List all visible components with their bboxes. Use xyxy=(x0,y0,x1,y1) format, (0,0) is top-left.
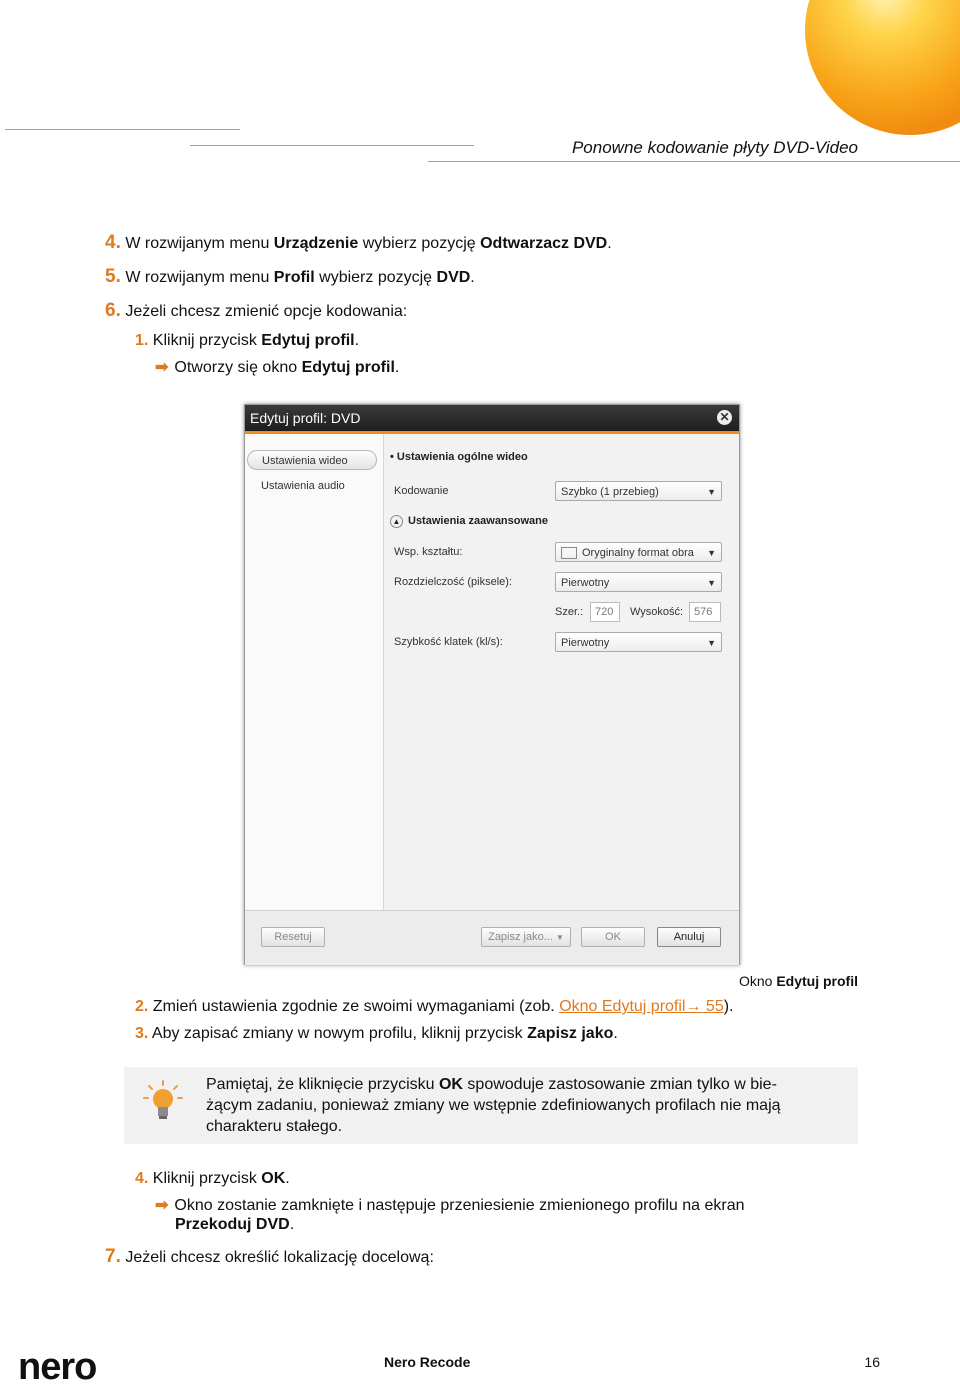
lightbulb-icon xyxy=(143,1080,183,1122)
nav-audio-settings[interactable]: Ustawienia audio xyxy=(261,480,345,492)
substep-1: 1. Kliknij przycisk Edytuj profil. xyxy=(135,332,360,349)
height-label: Wysokość: xyxy=(630,606,684,618)
width-field[interactable]: 720 xyxy=(590,602,620,622)
nav-video-settings[interactable]: Ustawienia wideo xyxy=(247,450,377,470)
encoding-select[interactable]: Szybko (1 przebieg) ▼ xyxy=(555,481,722,501)
width-label: Szer.: xyxy=(555,606,584,618)
edit-profile-dialog xyxy=(244,404,740,965)
dialog-footer xyxy=(245,910,739,965)
framerate-select[interactable]: Pierwotny ▼ xyxy=(555,632,722,652)
substep-2: 2. Zmień ustawienia zgodnie ze swoimi wymaganiami (zob. Okno Edytuj profil→ 55). xyxy=(135,998,734,1015)
nero-logo: nero xyxy=(18,1346,97,1388)
substep-1-result: ➡ Otworzy się okno Edytuj profil. xyxy=(155,359,400,376)
substep-3: 3. Aby zapisać zmiany w nowym profilu, kliknij przycisk Zapisz jako. xyxy=(135,1025,618,1042)
advanced-section[interactable]: ▲ Ustawienia zaawansowane xyxy=(390,515,548,528)
step-4: 4. W rozwijanym menu Urządzenie wybierz pozycję Odtwarzacz DVD. xyxy=(105,232,612,253)
header-rule-1 xyxy=(5,129,240,130)
figure-caption: Okno Edytuj profil xyxy=(738,973,858,989)
substep-4: 4. Kliknij przycisk OK. xyxy=(135,1170,290,1187)
cancel-button[interactable]: Anuluj xyxy=(657,927,721,947)
resolution-label: Rozdzielczość (piksele): xyxy=(394,576,512,588)
close-icon[interactable]: ✕ xyxy=(717,410,732,425)
result-arrow-icon: ➡ xyxy=(155,359,169,376)
ok-button[interactable]: OK xyxy=(581,927,645,947)
framerate-label: Szybkość klatek (kl/s): xyxy=(394,636,503,648)
resolution-select[interactable]: Pierwotny ▼ xyxy=(555,572,722,592)
dialog-main-panel xyxy=(384,434,739,910)
header-title: Ponowne kodowanie płyty DVD-Video xyxy=(571,138,858,157)
dialog-nav-panel xyxy=(245,434,384,910)
header-rule-2 xyxy=(190,145,474,146)
tip-text: Pamiętaj, że kliknięcie przycisku OK spowoduje zastosowanie zmian tylko w bie- żącym zadaniu, ponieważ zmiany we wstępnie zdefiniowanych profilach nie mają charakteru stałego. xyxy=(206,1076,781,1135)
orange-orb-decoration xyxy=(805,0,960,135)
collapse-icon: ▲ xyxy=(390,515,403,528)
dialog-title-bar xyxy=(245,405,739,434)
page-number: 16 xyxy=(864,1354,880,1370)
general-video-section: • Ustawienia ogólne wideo xyxy=(390,451,528,463)
chevron-down-icon: ▼ xyxy=(707,638,716,648)
step-6: 6. Jeżeli chcesz zmienić opcje kodowania: xyxy=(105,300,408,321)
aspect-select[interactable]: Oryginalny format obra ▼ xyxy=(555,542,722,562)
height-field[interactable]: 576 xyxy=(689,602,721,622)
step-7: 7. Jeżeli chcesz określić lokalizację docelową: xyxy=(105,1246,434,1267)
encoding-label: Kodowanie xyxy=(394,485,449,497)
footer-product: Nero Recode xyxy=(384,1354,471,1370)
chevron-down-icon: ▼ xyxy=(555,933,564,942)
header-rule-3 xyxy=(428,161,960,162)
chevron-down-icon: ▼ xyxy=(707,548,716,558)
dialog-title: Edytuj profil: DVD xyxy=(250,410,361,426)
chevron-down-icon: ▼ xyxy=(707,578,716,588)
save-as-button[interactable]: Zapisz jako... ▼ xyxy=(481,927,571,947)
substep-4-result: ➡ Okno zostanie zamknięte i następuje przeniesienie zmienionego profilu na ekran xyxy=(155,1197,745,1214)
reset-button[interactable]: Resetuj xyxy=(261,927,325,947)
substep-4-result-cont: Przekoduj DVD. xyxy=(175,1216,295,1233)
result-arrow-icon: ➡ xyxy=(155,1197,169,1214)
aspect-icon xyxy=(561,547,577,559)
edit-profile-link[interactable]: Okno Edytuj profil→ 55 xyxy=(559,998,724,1015)
aspect-label: Wsp. kształtu: xyxy=(394,546,463,558)
step-5: 5. W rozwijanym menu Profil wybierz pozycję DVD. xyxy=(105,266,475,287)
chevron-down-icon: ▼ xyxy=(707,487,716,497)
